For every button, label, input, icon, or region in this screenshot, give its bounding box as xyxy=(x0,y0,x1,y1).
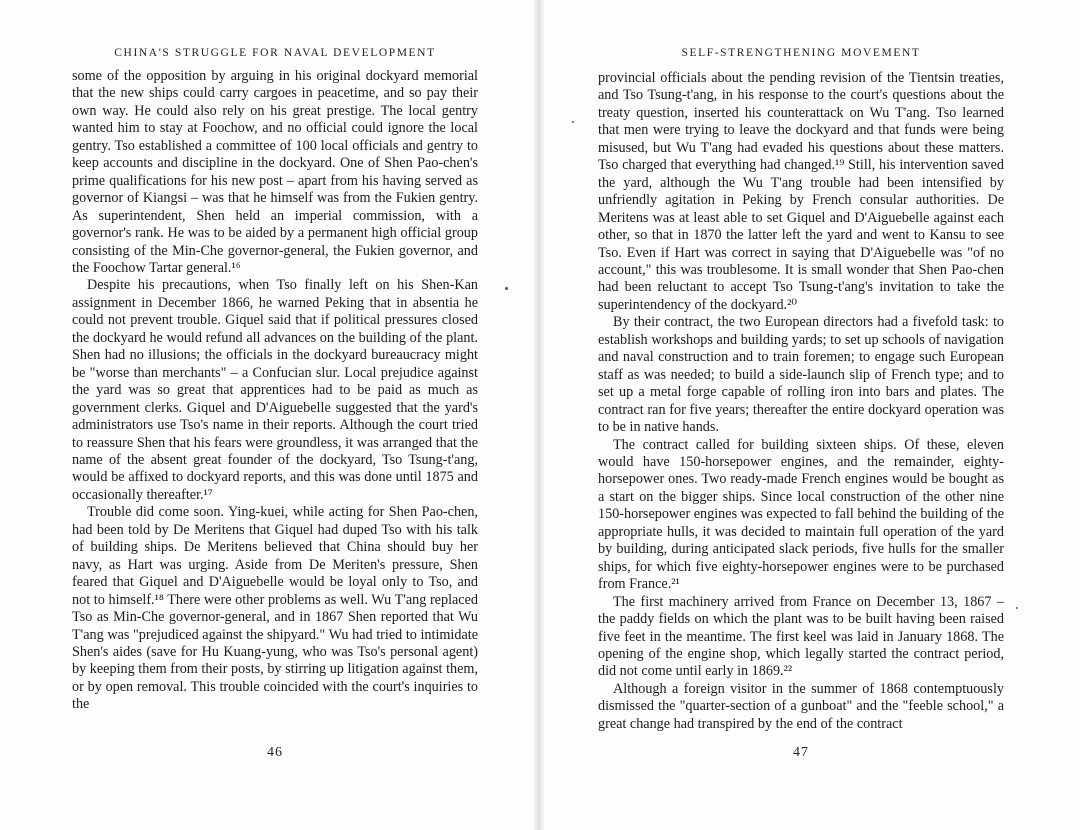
book-gutter xyxy=(534,0,544,830)
paragraph: provincial officials about the pending revision of the Tientsin treaties, and Tso Tsung-t'ang, in his response to the court's questions about the treaty question, inserted his counterattack on Wu T'ang. Tso learned that men were trying to leave the dockyard and that funds were being misused, but Wu T'ang had evaded his questions about these matters. Tso charged that everything had changed.¹⁹ Still, his intervention saved the yard, although the Wu T'ang trouble had been intensified by unfriendly agitation in Peking by French consular authorities. De Meritens was at least able to set Giquel and D'Aiguebelle against each other, so that in 1870 the latter left the yard and went to Kansu to see Tso. Even if Hart was correct in saying that D'Aiguebelle was "of no account," this was troublesome. It is small wonder that Shen Pao-chen had been reluctant to accept Tso Tsung-t'ang's invitation to take the superintendency of the dockyard.²⁰ xyxy=(598,70,1004,313)
page-body xyxy=(72,68,478,714)
right-page xyxy=(598,0,1004,830)
paragraph: The first machinery arrived from France on December 13, 1867 – the paddy fields on which the plant was to be built having been raised five feet in the meantime. The first keel was laid in January 1868. The opening of the engine shop, which legally started the contract period, did not come until early in 1869.²² xyxy=(598,593,1004,680)
scan-speck xyxy=(505,287,508,290)
page-number: 47 xyxy=(793,745,809,760)
scan-speck xyxy=(1016,607,1018,609)
page-body xyxy=(598,70,1004,733)
running-head: SELF-STRENGTHENING MOVEMENT xyxy=(681,47,921,59)
paragraph: Although a foreign visitor in the summer of 1868 contemptuously dismissed the "quarter-section of a gunboat" and the "feeble school," a great change had transpired by the end of the contract xyxy=(598,680,1004,732)
paragraph: Trouble did come soon. Ying-kuei, while acting for Shen Pao-chen, had been told by De Meritens that Giquel had duped Tso with his talk of building ships. De Meritens believed that China should buy her navy, as Hart was urging. Aside from De Meriten's pressure, Shen feared that Giquel and D'Aiguebelle would be loyal only to Tso, and not to himself.¹⁸ There were other problems as well. Wu T'ang replaced Tso as Min-Che governor-general, and in 1867 Shen reported that Wu T'ang was "prejudiced against the shipyard." Wu had tried to intimidate Shen's aides (save for Hu Kuang-yung, who was Tso's personal agent) by keeping them from their posts, by stirring up litigation against them, or by open removal. This trouble coincided with the court's inquiries to the xyxy=(72,504,478,713)
scan-speck xyxy=(572,121,574,123)
left-page xyxy=(72,0,478,830)
paragraph: some of the opposition by arguing in his original dockyard memorial that the new ships could carry cargoes in peacetime, and so pay their own way. He could also rely on his great prestige. The local gentry wanted him to stay at Foochow, and no official could ignore the local gentry. Tso established a committee of 100 local officials and gentry to keep accounts and discipline in the dockyard. One of Shen Pao-chen's prime qualifications for his new post – apart from his having served as governor of Kiangsi – was that he himself was from the Fukien gentry. As superintendent, Shen held an imperial commission, with a governor's rank. He was to be aided by a permanent high official group consisting of the Min-Che governor-general, the Fukien governor, and the Foochow Tartar general.¹⁶ xyxy=(72,68,478,276)
page-number: 46 xyxy=(267,745,283,760)
paragraph: Despite his precautions, when Tso finally left on his Shen-Kan assignment in December 1866, he warned Peking that in absentia he could not prevent trouble. Giquel said that if political pressures closed the dockyard he would refund all advances on the building of the plant. Shen had no illusions; the officials in the dockyard bureaucracy might be "worse than merchants" – a Confucian slur. Local prejudice against the yard was so great that apprentices had to be paid as much as government clerks. Giquel and D'Aiguebelle suggested that the yard's administrators use Tso's name in their reports. Although the court tried to reassure Shen that his fears were groundless, it was arranged that the name of the absent great founder of the dockyard, Tso Tsung-t'ang, would be affixed to dockyard reports, and this was done until 1875 and occasionally thereafter.¹⁷ xyxy=(72,277,478,503)
running-head: CHINA'S STRUGGLE FOR NAVAL DEVELOPMENT xyxy=(114,47,436,59)
paragraph: By their contract, the two European directors had a fivefold task: to establish workshops and building yards; to set up schools of navigation and naval construction and to train foremen; to engage such European staff as was needed; to build a side-launch slip of French type; and to set up a metal forge capable of rolling iron into bars and plates. The contract ran for five years; thereafter the entire dockyard operation was to be in native hands. xyxy=(598,314,1004,436)
paragraph: The contract called for building sixteen ships. Of these, eleven would have 150-horsepower engines, and the remainder, eighty-horsepower ones. Two ready-made French engines would be bought as a start on the bigger ships. Since local construction of the other nine 150-horsepower engines was expected to fall behind the building of the appropriate hulls, it was decided to maintain full operation of the yard by building, during anticipated slack periods, five hulls for the smaller ships, for which five eighty-horsepower engines were to be purchased from France.²¹ xyxy=(598,436,1004,593)
